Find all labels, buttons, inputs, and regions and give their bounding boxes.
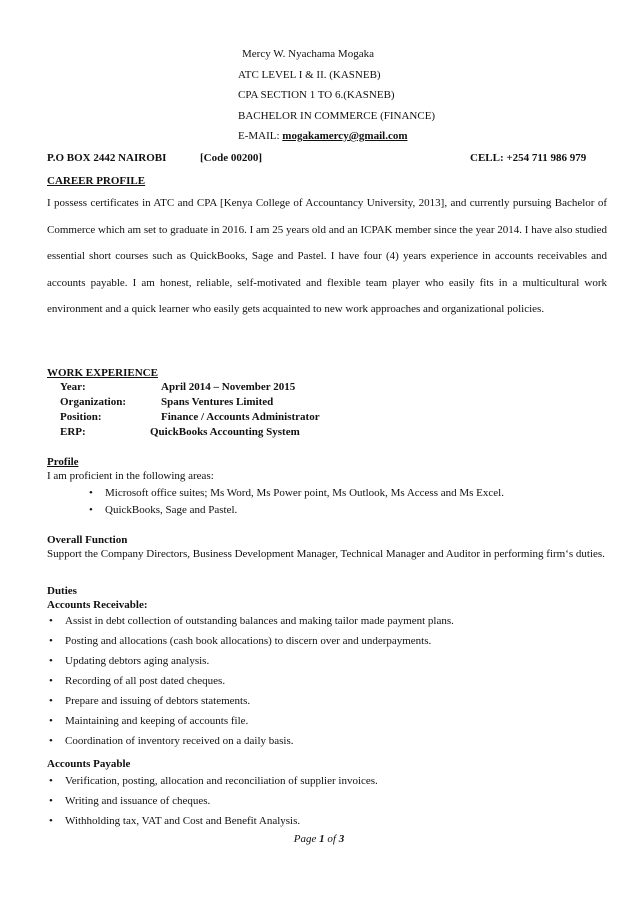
list-item xyxy=(47,814,607,834)
bullet-icon: • xyxy=(49,655,53,667)
career-profile-text: I possess certificates in ATC and CPA [Kenya College of Accountancy University, 2013], and currently pursuing Bachelor of Commerce which am set to graduate in 2016. I am 25 years old and an ICPAK member since the year 2014. I have also studied essential short courses such as QuickBooks, Sage and Pastel. I have four (4) years experience in accounts receivables and accounts payable. I am honest, reliable, self-motivated and flexible team player who easily fits in a multicultural work environment and a quick learner who easily gets acquainted to new work approaches and organizational policies. xyxy=(47,197,607,315)
list-item-text: QuickBooks, Sage and Pastel. xyxy=(105,504,238,516)
page-word: Page xyxy=(293,833,317,845)
bullet-icon: • xyxy=(89,487,93,499)
list-item-text: Withholding tax, VAT and Cost and Benefit Analysis. xyxy=(65,815,301,827)
work-row-organization xyxy=(60,395,560,410)
year-label: Year: xyxy=(60,381,86,393)
list-item xyxy=(47,774,607,794)
accounts-payable-list xyxy=(47,774,607,834)
page-total: 3 xyxy=(338,833,345,845)
list-item xyxy=(47,502,607,519)
organization-value: Spans Ventures Limited xyxy=(161,396,274,408)
list-item-text: Updating debtors aging analysis. xyxy=(65,655,210,667)
cell-number: CELL: +254 711 986 979 xyxy=(470,152,587,164)
position-value: Finance / Accounts Administrator xyxy=(161,411,320,423)
resume-header xyxy=(238,44,598,147)
accounts-receivable-heading: Accounts Receivable: xyxy=(47,599,148,611)
bullet-icon: • xyxy=(49,615,53,627)
profile-heading: Profile xyxy=(47,456,79,468)
overall-function-section xyxy=(47,533,607,561)
candidate-name: Mercy W. Nyachama Mogaka xyxy=(242,48,374,60)
list-item xyxy=(47,654,607,674)
work-row-year xyxy=(60,380,560,395)
contact-row xyxy=(47,152,607,168)
work-experience-table xyxy=(60,380,560,440)
duties-heading: Duties xyxy=(47,585,77,597)
qualification-cpa: CPA SECTION 1 TO 6.(KASNEB) xyxy=(238,89,395,101)
list-item xyxy=(47,614,607,634)
position-label: Position: xyxy=(60,411,102,423)
page-footer xyxy=(0,833,638,845)
page-number: 1 xyxy=(319,833,325,845)
list-item xyxy=(47,694,607,714)
list-item-text: Writing and issuance of cheques. xyxy=(65,795,211,807)
bullet-icon: • xyxy=(49,675,53,687)
list-item xyxy=(47,674,607,694)
list-item-text: Maintaining and keeping of accounts file. xyxy=(65,715,249,727)
postal-code: [Code 00200] xyxy=(200,152,263,164)
overall-function-text: Support the Company Directors, Business Development Manager, Technical Manager and Auditor in performing firm‘s duties. xyxy=(47,548,605,560)
list-item xyxy=(47,714,607,734)
organization-label: Organization: xyxy=(60,396,126,408)
work-experience-heading: WORK EXPERIENCE xyxy=(47,367,158,379)
list-item-text: Prepare and issuing of debtors statements. xyxy=(65,695,251,707)
list-item-text: Assist in debt collection of outstanding balances and making tailor made payment plans. xyxy=(65,615,454,627)
year-value: April 2014 – November 2015 xyxy=(161,381,296,393)
accounts-payable-heading: Accounts Payable xyxy=(47,758,131,770)
list-item xyxy=(47,734,607,754)
bullet-icon: • xyxy=(89,504,93,516)
of-word: of xyxy=(327,833,336,845)
career-profile-heading: CAREER PROFILE xyxy=(47,175,146,187)
email-line xyxy=(238,126,598,147)
erp-label: ERP: xyxy=(60,426,86,438)
bullet-icon: • xyxy=(49,735,53,747)
profile-intro: I am proficient in the following areas: xyxy=(47,470,214,482)
profile-list xyxy=(47,485,607,519)
work-row-position xyxy=(60,410,560,425)
list-item-text: Posting and allocations (cash book allocations) to discern over and underpayments. xyxy=(65,635,432,647)
list-item xyxy=(47,485,607,502)
bullet-icon: • xyxy=(49,635,53,647)
bullet-icon: • xyxy=(49,815,53,827)
postal-address: P.O BOX 2442 NAIROBI xyxy=(47,152,167,164)
list-item-text: Verification, posting, allocation and reconciliation of supplier invoices. xyxy=(65,775,378,787)
list-item-text: Recording of all post dated cheques. xyxy=(65,675,226,687)
duties-section xyxy=(47,584,607,834)
overall-function-heading: Overall Function xyxy=(47,534,128,546)
qualification-bcom: BACHELOR IN COMMERCE (FINANCE) xyxy=(238,109,436,122)
erp-value: QuickBooks Accounting System xyxy=(150,426,300,438)
list-item xyxy=(47,794,607,814)
profile-section xyxy=(47,455,607,519)
email-link[interactable]: mogakamercy@gmail.com xyxy=(282,130,408,142)
qualification-atc: ATC LEVEL I & II. (KASNEB) xyxy=(238,68,381,81)
bullet-icon: • xyxy=(49,715,53,727)
accounts-receivable-list xyxy=(47,614,607,754)
email-label: E-MAIL: xyxy=(238,130,283,142)
list-item-text: Microsoft office suites; Ms Word, Ms Power point, Ms Outlook, Ms Access and Ms Excel. xyxy=(105,487,504,499)
list-item xyxy=(47,634,607,654)
bullet-icon: • xyxy=(49,795,53,807)
work-row-erp xyxy=(60,425,560,440)
bullet-icon: • xyxy=(49,695,53,707)
list-item-text: Coordination of inventory received on a daily basis. xyxy=(65,735,294,747)
bullet-icon: • xyxy=(49,775,53,787)
